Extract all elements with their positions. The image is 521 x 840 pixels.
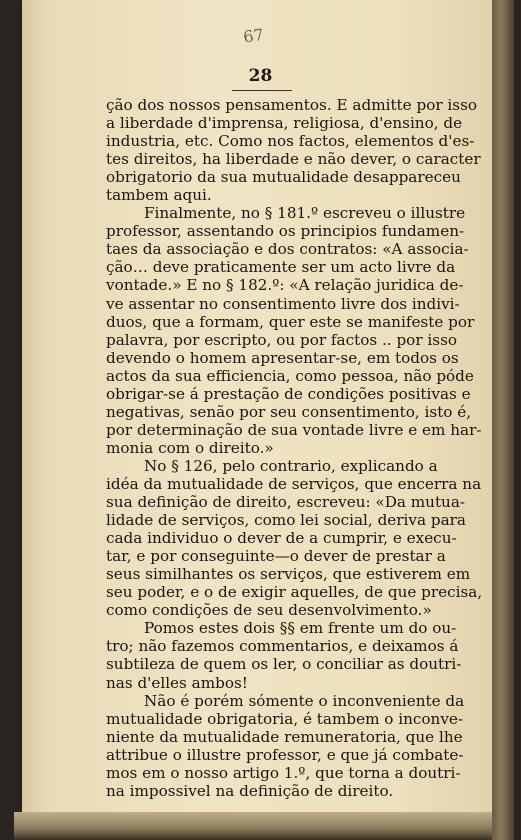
text-line: Finalmente, no § 181.º escreveu o illustre bbox=[144, 204, 466, 223]
text-line: lidade de serviços, como lei social, deriva para bbox=[106, 511, 466, 530]
text-line: monia com o direito.» bbox=[106, 438, 274, 457]
text-line: Não é porém sómente o inconveniente da bbox=[144, 691, 465, 710]
text-line: industria, etc. Como nos factos, elementos d'es- bbox=[106, 132, 475, 151]
text-line: mos em o nosso artigo 1.º, que torna a doutri- bbox=[106, 763, 461, 782]
text-line: tar, e por conseguinte—o dever de prestar a bbox=[106, 547, 446, 566]
text-line: obrigar-se á prestação de condições positivas e bbox=[106, 384, 471, 403]
text-line: attribue o illustre professor, e que já combate- bbox=[106, 745, 464, 764]
text-line: No § 126, pelo contrario, explicando a bbox=[144, 456, 438, 475]
body-text bbox=[106, 96, 483, 800]
text-line: ve assentar no consentimento livre dos indivi- bbox=[106, 294, 460, 313]
text-line: actos da sua efficiencia, como pessoa, não póde bbox=[106, 366, 474, 385]
text-line: devendo o homem apresentar-se, em todos os bbox=[106, 348, 459, 367]
text-line: mutualidade obrigatoria, é tambem o inconve- bbox=[106, 709, 464, 728]
text-line: tro; não fazemos commentarios, e deixamos á bbox=[106, 637, 459, 656]
text-line: nas d'elles ambos! bbox=[106, 673, 248, 692]
text-line: professor, assentando os principios fundamen- bbox=[106, 222, 465, 241]
text-line: como condições de seu desenvolvimento.» bbox=[106, 601, 432, 620]
text-line: por determinação de sua vontade livre e em har- bbox=[106, 420, 482, 439]
page-bottom-edge bbox=[14, 812, 492, 840]
text-line: seu poder, e o de exigir aquelles, de que precisa, bbox=[106, 583, 483, 602]
text-line: vontade.» E no § 182.º: «A relação juridica de- bbox=[106, 276, 464, 295]
text-line: Pomos estes dois §§ em frente um do ou- bbox=[144, 619, 457, 638]
book-edge bbox=[492, 0, 514, 840]
text-line: subtileza de quem os ler, o conciliar as doutri- bbox=[106, 655, 462, 674]
text-line: obrigatorio da sua mutualidade desappareceu bbox=[106, 168, 461, 187]
text-line: a liberdade d'imprensa, religiosa, d'ensino, de bbox=[106, 114, 463, 133]
text-line: duos, que a formam, quer este se manifeste por bbox=[106, 312, 475, 331]
text-line: palavra, por escripto, ou por factos .. por isso bbox=[106, 330, 458, 349]
text-line: tambem aqui. bbox=[106, 186, 212, 205]
text-line: niente da mutualidade remuneratoria, que lhe bbox=[106, 727, 463, 746]
text-line: idéa da mutualidade de serviços, que encerra na bbox=[106, 474, 482, 493]
text-line: ção… deve praticamente ser um acto livre da bbox=[106, 258, 456, 277]
text-line: negativas, senão por seu consentimento, isto é, bbox=[106, 402, 472, 421]
text-line: taes da associação e dos contratos: «A associa- bbox=[106, 240, 469, 259]
text-line: tes direitos, ha liberdade e não dever, o caracter bbox=[106, 150, 481, 169]
pencil-annotation: 67 bbox=[242, 24, 265, 47]
text-line: na impossivel na definição de direito. bbox=[106, 781, 394, 800]
text-line: seus similhantes os serviços, que estiverem em bbox=[106, 565, 471, 584]
page-number: 28 bbox=[248, 66, 273, 86]
text-line: sua definição de direito, escreveu: «Da mutua- bbox=[106, 493, 466, 512]
header-rule bbox=[232, 90, 292, 91]
text-line: cada individuo o dever de a cumprir, e execu- bbox=[106, 529, 457, 548]
text-line: ção dos nossos pensamentos. E admitte por isso bbox=[106, 96, 478, 114]
